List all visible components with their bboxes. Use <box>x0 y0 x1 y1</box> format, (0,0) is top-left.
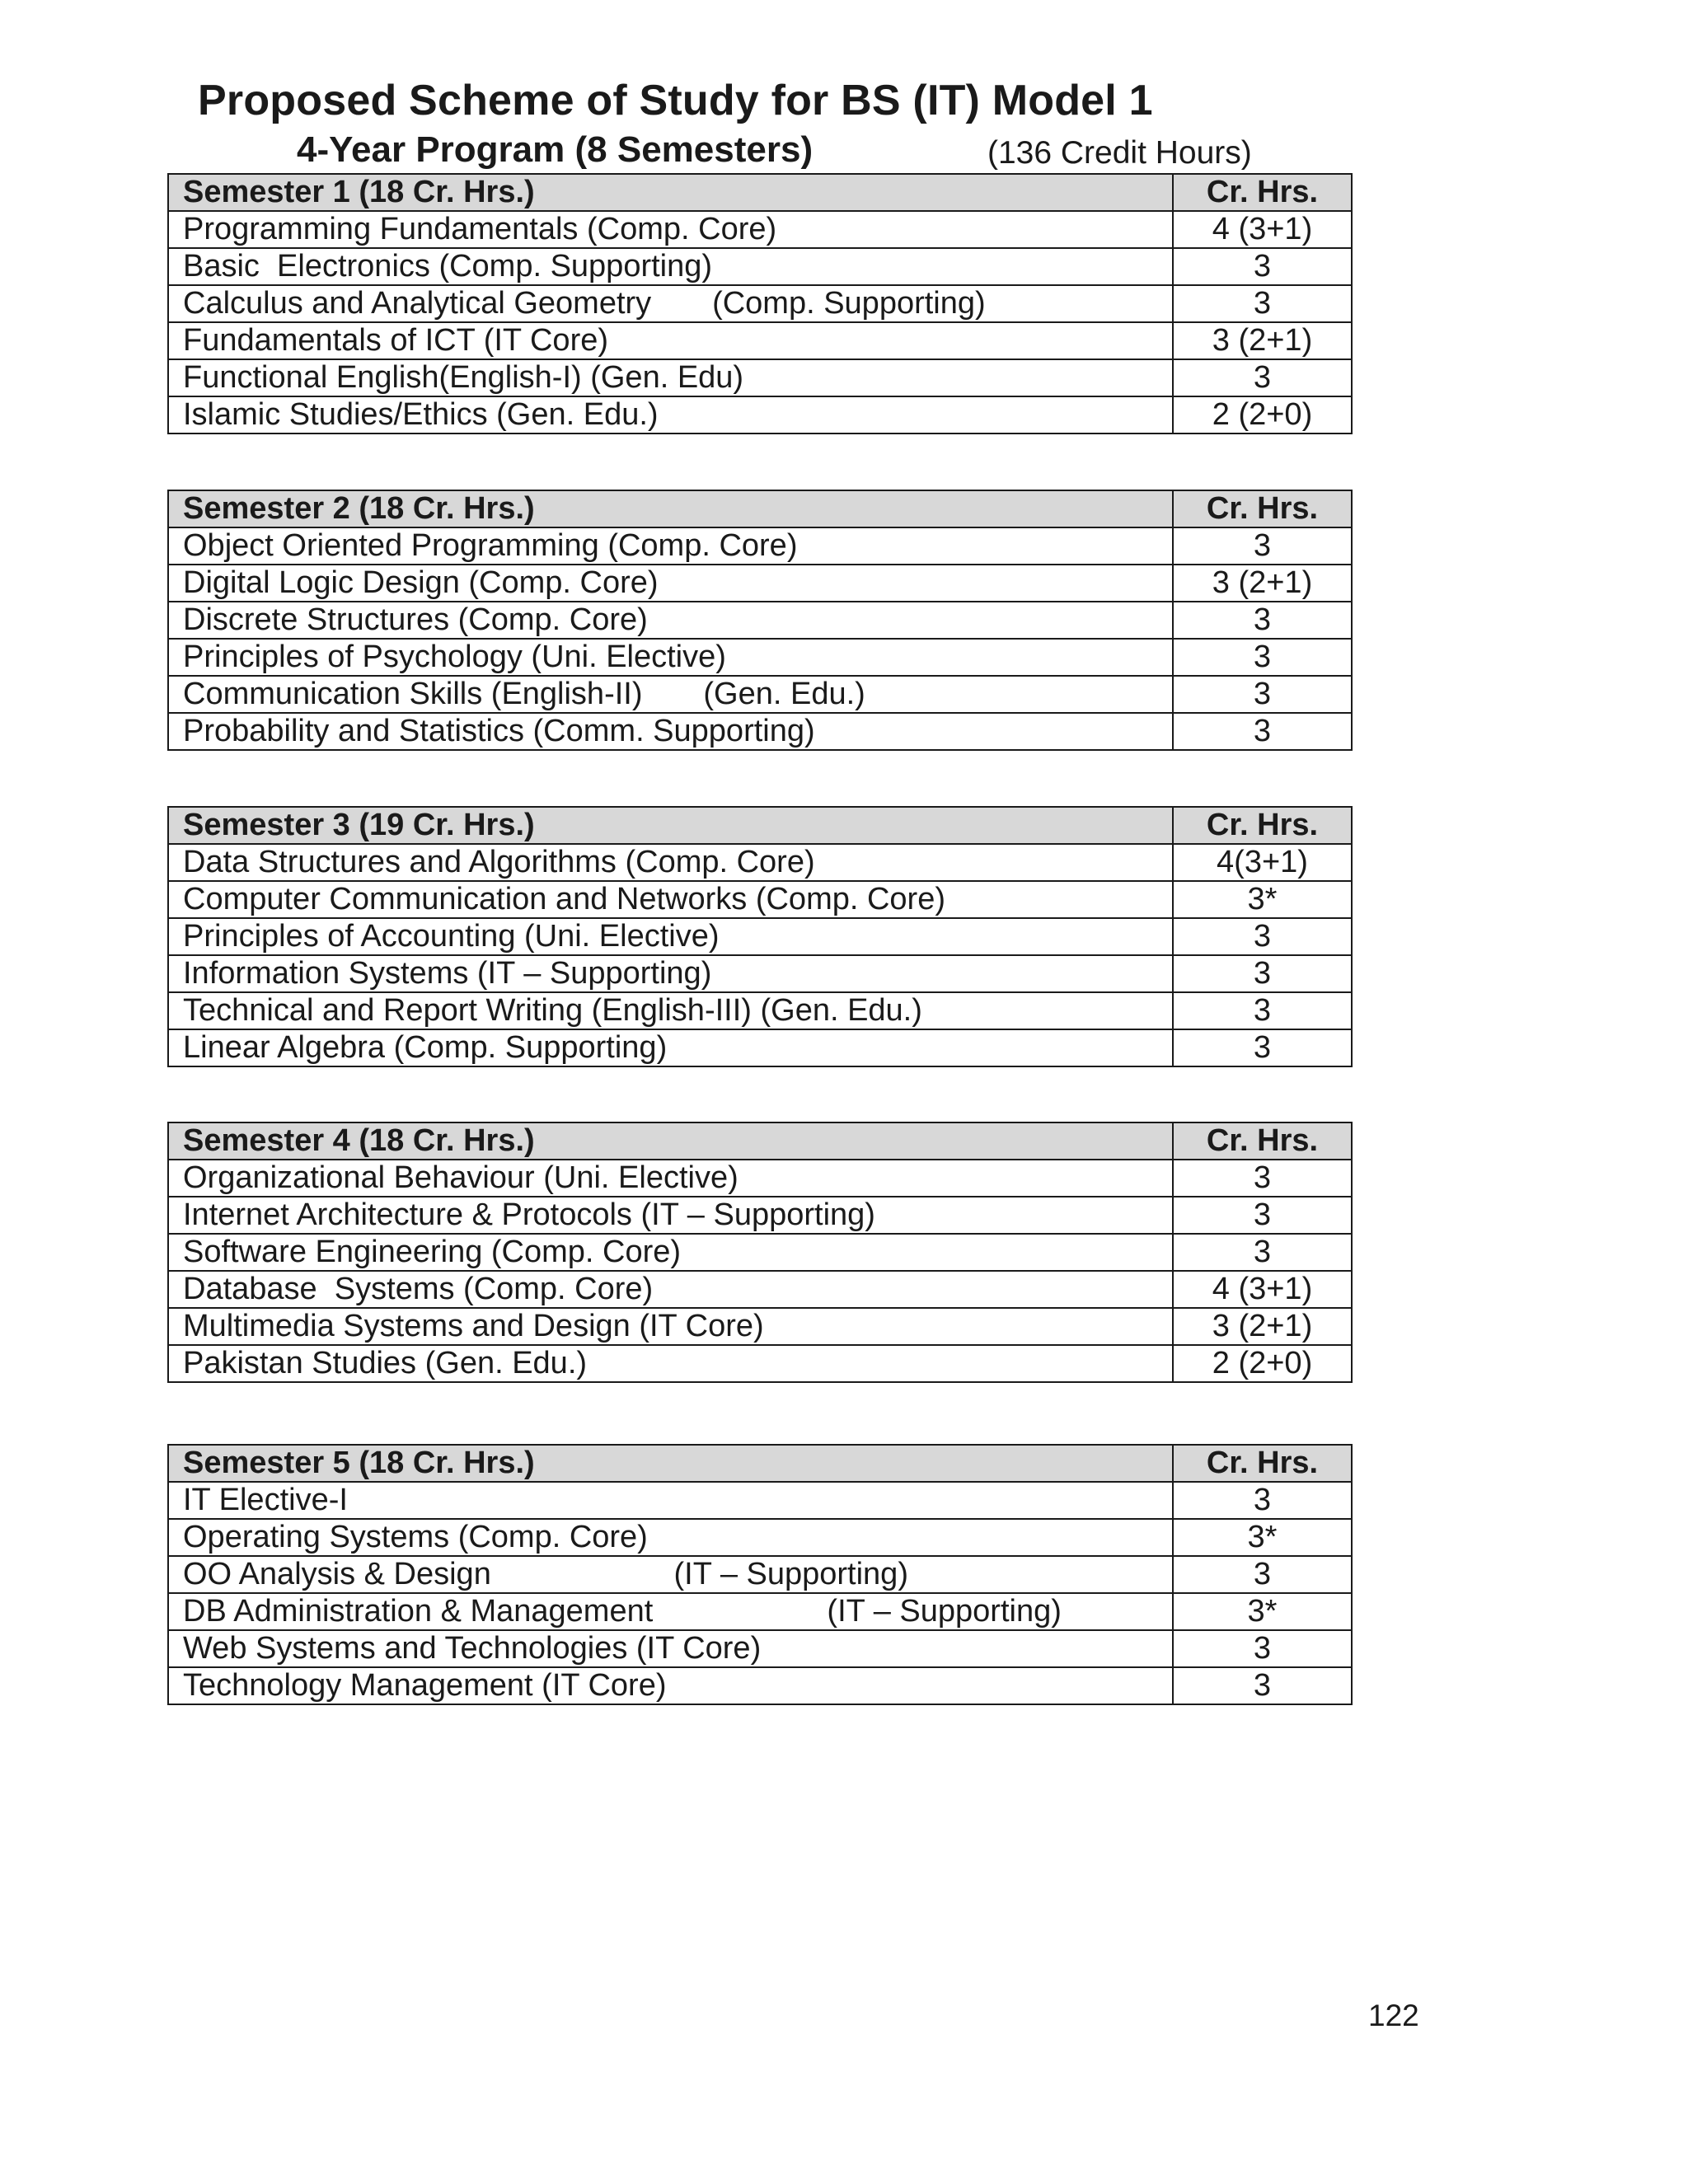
course-row <box>168 1556 1352 1593</box>
course-credit-hours: 2 (2+0) <box>1173 1345 1352 1382</box>
course-name: Calculus and Analytical Geometry (Comp. Supporting) <box>168 285 1173 322</box>
course-name: Discrete Structures (Comp. Core) <box>168 602 1173 639</box>
semester-heading: Semester 3 (19 Cr. Hrs.) <box>168 807 1173 844</box>
semester-4-table <box>167 1122 1353 1383</box>
course-row <box>168 713 1352 750</box>
course-name: Multimedia Systems and Design (IT Core) <box>168 1308 1173 1345</box>
course-row <box>168 1667 1352 1704</box>
course-credit-hours: 3 <box>1173 1630 1352 1667</box>
course-name: Computer Communication and Networks (Comp. Core) <box>168 881 1173 918</box>
course-credit-hours: 4 (3+1) <box>1173 1271 1352 1308</box>
course-name: Technology Management (IT Core) <box>168 1667 1173 1704</box>
course-name: Operating Systems (Comp. Core) <box>168 1519 1173 1556</box>
course-row <box>168 1630 1352 1667</box>
semester-2-table <box>167 490 1353 751</box>
course-name: Principles of Accounting (Uni. Elective) <box>168 918 1173 955</box>
course-name: Communication Skills (English-II) (Gen. Edu.) <box>168 676 1173 713</box>
course-row <box>168 1482 1352 1519</box>
course-row <box>168 1308 1352 1345</box>
course-credit-hours: 3 <box>1173 527 1352 565</box>
course-row <box>168 1345 1352 1382</box>
course-credit-hours: 3* <box>1173 1593 1352 1630</box>
course-row <box>168 359 1352 396</box>
credit-hours-heading: Cr. Hrs. <box>1173 174 1352 211</box>
course-credit-hours: 3* <box>1173 881 1352 918</box>
course-row <box>168 396 1352 434</box>
semester-header-row <box>168 807 1352 844</box>
semester-heading: Semester 2 (18 Cr. Hrs.) <box>168 490 1173 527</box>
course-row <box>168 918 1352 955</box>
course-name: Internet Architecture & Protocols (IT – Supporting) <box>168 1197 1173 1234</box>
course-row <box>168 639 1352 676</box>
course-name: Probability and Statistics (Comm. Supporting) <box>168 713 1173 750</box>
semester-heading: Semester 1 (18 Cr. Hrs.) <box>168 174 1173 211</box>
course-row <box>168 955 1352 992</box>
course-row <box>168 1271 1352 1308</box>
course-name: Functional English(English-I) (Gen. Edu) <box>168 359 1173 396</box>
course-credit-hours: 3 <box>1173 1234 1352 1271</box>
total-credit-hours: (136 Credit Hours) <box>987 135 1252 171</box>
course-credit-hours: 3 <box>1173 918 1352 955</box>
course-credit-hours: 3 <box>1173 602 1352 639</box>
semester-header-row <box>168 1122 1352 1160</box>
course-credit-hours: 3 <box>1173 1482 1352 1519</box>
course-credit-hours: 3 <box>1173 1029 1352 1066</box>
course-row <box>168 1593 1352 1630</box>
course-name: Data Structures and Algorithms (Comp. Core) <box>168 844 1173 881</box>
course-name: Web Systems and Technologies (IT Core) <box>168 1630 1173 1667</box>
course-credit-hours: 3 (2+1) <box>1173 565 1352 602</box>
course-row <box>168 844 1352 881</box>
course-credit-hours: 4(3+1) <box>1173 844 1352 881</box>
course-name: Digital Logic Design (Comp. Core) <box>168 565 1173 602</box>
course-credit-hours: 4 (3+1) <box>1173 211 1352 248</box>
course-credit-hours: 3 <box>1173 1160 1352 1197</box>
course-name: OO Analysis & Design (IT – Supporting) <box>168 1556 1173 1593</box>
course-name: Technical and Report Writing (English-III) (Gen. Edu.) <box>168 992 1173 1029</box>
semester-header-row <box>168 1445 1352 1482</box>
credit-hours-heading: Cr. Hrs. <box>1173 807 1352 844</box>
course-row <box>168 676 1352 713</box>
semester-header-row <box>168 490 1352 527</box>
semester-heading: Semester 4 (18 Cr. Hrs.) <box>168 1122 1173 1160</box>
course-credit-hours: 3 <box>1173 955 1352 992</box>
course-row <box>168 1029 1352 1066</box>
course-row <box>168 1197 1352 1234</box>
course-name: IT Elective-I <box>168 1482 1173 1519</box>
course-name: Principles of Psychology (Uni. Elective) <box>168 639 1173 676</box>
course-credit-hours: 3 (2+1) <box>1173 322 1352 359</box>
course-name: Basic Electronics (Comp. Supporting) <box>168 248 1173 285</box>
course-credit-hours: 3* <box>1173 1519 1352 1556</box>
semester-1-table <box>167 173 1353 434</box>
course-name: Database Systems (Comp. Core) <box>168 1271 1173 1308</box>
course-row <box>168 881 1352 918</box>
course-credit-hours: 3 <box>1173 1556 1352 1593</box>
semester-header-row <box>168 174 1352 211</box>
course-row <box>168 322 1352 359</box>
course-credit-hours: 2 (2+0) <box>1173 396 1352 434</box>
course-name: Organizational Behaviour (Uni. Elective) <box>168 1160 1173 1197</box>
course-row <box>168 211 1352 248</box>
course-name: Islamic Studies/Ethics (Gen. Edu.) <box>168 396 1173 434</box>
course-row <box>168 285 1352 322</box>
program-subtitle: 4-Year Program (8 Semesters) <box>297 129 814 170</box>
course-credit-hours: 3 <box>1173 285 1352 322</box>
course-row <box>168 1234 1352 1271</box>
semester-heading: Semester 5 (18 Cr. Hrs.) <box>168 1445 1173 1482</box>
semester-3-table <box>167 806 1353 1067</box>
course-name: Software Engineering (Comp. Core) <box>168 1234 1173 1271</box>
course-row <box>168 527 1352 565</box>
course-row <box>168 1160 1352 1197</box>
credit-hours-heading: Cr. Hrs. <box>1173 1122 1352 1160</box>
course-credit-hours: 3 <box>1173 1667 1352 1704</box>
course-credit-hours: 3 <box>1173 359 1352 396</box>
course-credit-hours: 3 <box>1173 1197 1352 1234</box>
course-row <box>168 248 1352 285</box>
page-title: Proposed Scheme of Study for BS (IT) Model 1 <box>198 77 1153 124</box>
course-name: Programming Fundamentals (Comp. Core) <box>168 211 1173 248</box>
credit-hours-heading: Cr. Hrs. <box>1173 1445 1352 1482</box>
course-name: Pakistan Studies (Gen. Edu.) <box>168 1345 1173 1382</box>
course-credit-hours: 3 <box>1173 713 1352 750</box>
course-credit-hours: 3 <box>1173 992 1352 1029</box>
course-name: Fundamentals of ICT (IT Core) <box>168 322 1173 359</box>
course-credit-hours: 3 (2+1) <box>1173 1308 1352 1345</box>
course-credit-hours: 3 <box>1173 639 1352 676</box>
credit-hours-heading: Cr. Hrs. <box>1173 490 1352 527</box>
course-name: Object Oriented Programming (Comp. Core) <box>168 527 1173 565</box>
course-credit-hours: 3 <box>1173 676 1352 713</box>
course-row <box>168 1519 1352 1556</box>
semester-5-table <box>167 1444 1353 1705</box>
course-row <box>168 602 1352 639</box>
course-name: DB Administration & Management (IT – Supporting) <box>168 1593 1173 1630</box>
course-row <box>168 992 1352 1029</box>
course-credit-hours: 3 <box>1173 248 1352 285</box>
page-number: 122 <box>1368 1999 1419 2032</box>
course-row <box>168 565 1352 602</box>
course-name: Information Systems (IT – Supporting) <box>168 955 1173 992</box>
course-name: Linear Algebra (Comp. Supporting) <box>168 1029 1173 1066</box>
